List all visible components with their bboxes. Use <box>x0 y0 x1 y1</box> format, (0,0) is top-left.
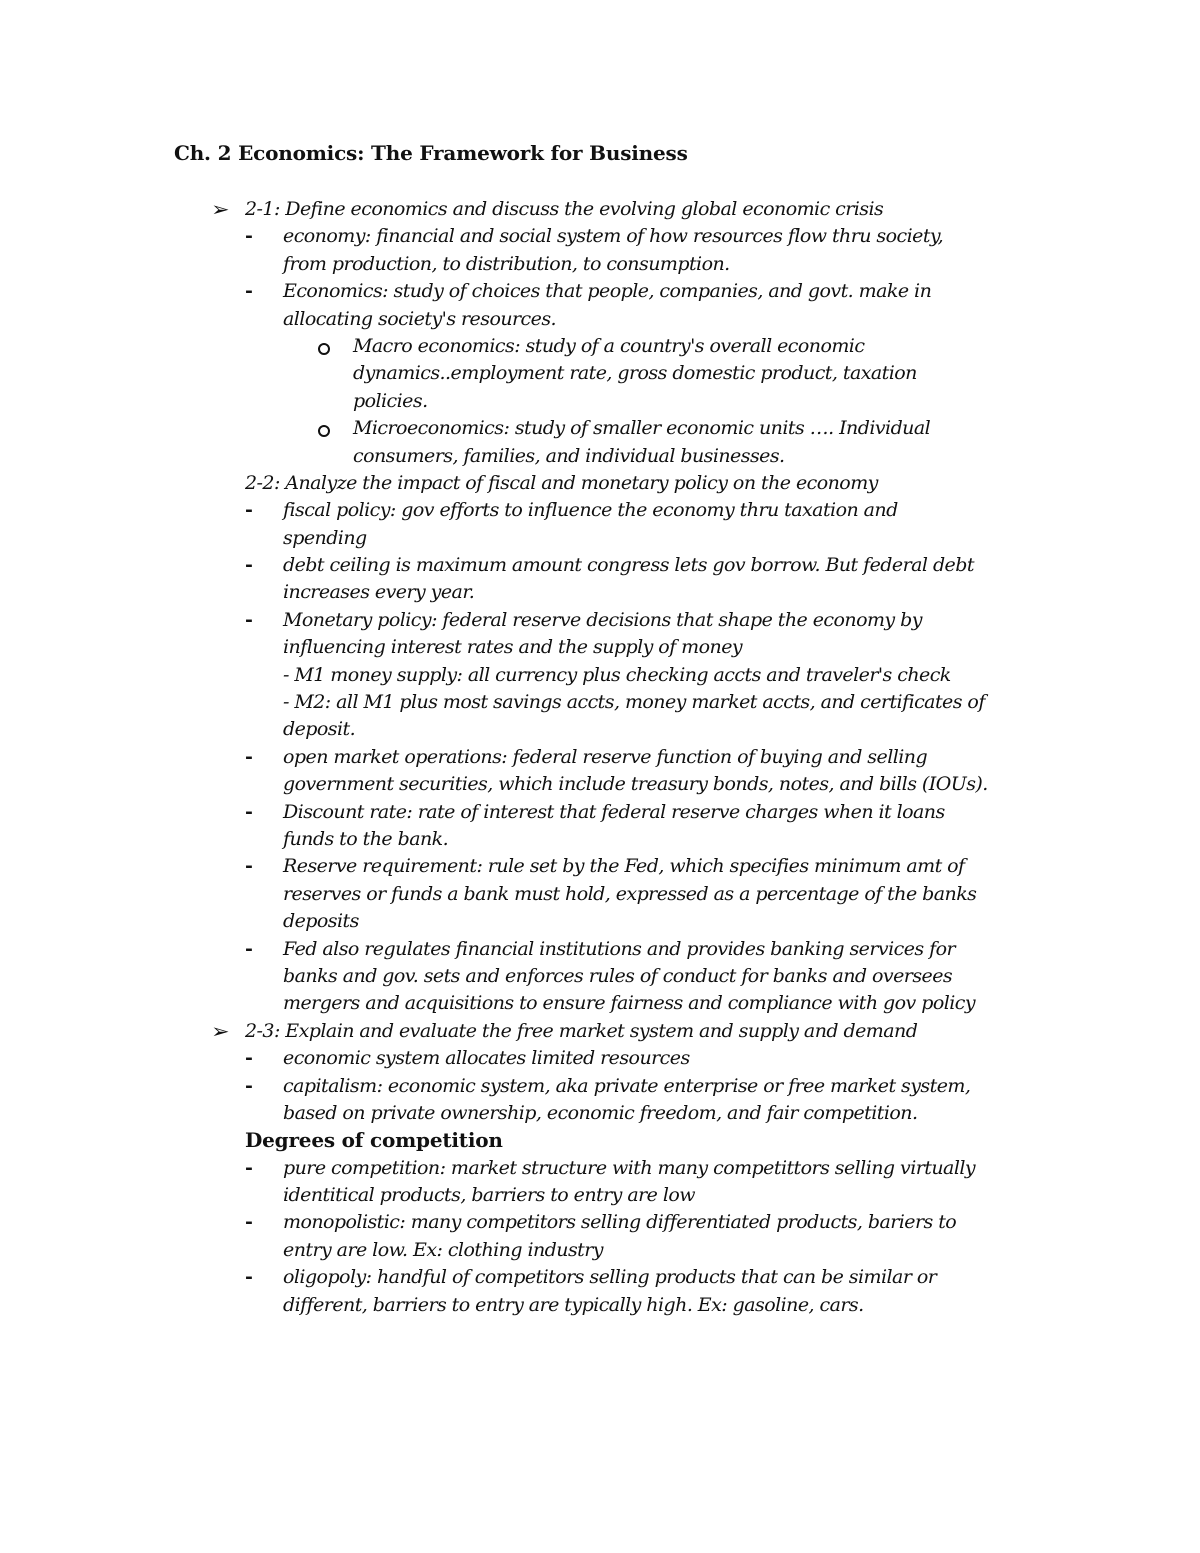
outline-text: economy: financial and social system of how resources flow thru society, <box>283 225 944 248</box>
dash-bullet-icon: - <box>245 937 253 960</box>
dash-bullet-icon: - <box>245 745 253 768</box>
outline-line <box>0 607 1200 634</box>
outline-text: Discount rate: rate of interest that federal reserve charges when it loans <box>283 800 945 823</box>
outline-line <box>0 744 1200 771</box>
outline-line <box>0 1155 1200 1182</box>
outline-text: mergers and acquisitions to ensure fairness and compliance with gov policy <box>283 992 976 1015</box>
outline-line <box>0 826 1200 853</box>
outline-line <box>0 881 1200 908</box>
outline-text: Reserve requirement: rule set by the Fed, which specifies minimum amt of <box>283 855 965 878</box>
outline-text: Microeconomics: study of smaller economic units …. Individual <box>353 417 931 440</box>
outline-line <box>0 1292 1200 1319</box>
outline-text: based on private ownership, economic freedom, and fair competition. <box>283 1101 918 1124</box>
notes-outline <box>0 196 1200 1319</box>
objective-line: 2-1: Define economics and discuss the evolving global economic crisis <box>245 198 884 220</box>
outline-text: oligopoly: handful of competitors selling products that can be similar or <box>283 1266 937 1289</box>
outline-line <box>0 333 1200 360</box>
outline-text: Monetary policy: federal reserve decisions that shape the economy by <box>283 608 922 631</box>
outline-line <box>0 799 1200 826</box>
outline-line <box>0 853 1200 880</box>
outline-line <box>0 360 1200 387</box>
dash-bullet-icon: - <box>245 280 253 303</box>
dash-bullet-icon: - <box>245 855 253 878</box>
outline-line <box>0 662 1200 689</box>
outline-line <box>0 1209 1200 1236</box>
outline-line <box>0 1237 1200 1264</box>
outline-line <box>0 1127 1200 1154</box>
outline-text: monopolistic: many competitors selling differentiated products, bariers to <box>283 1211 957 1234</box>
dash-bullet-icon: - <box>245 1156 253 1179</box>
objective-line: 2-3: Explain and evaluate the free market system and supply and demand <box>245 1019 918 1042</box>
outline-line <box>0 251 1200 278</box>
outline-line <box>0 579 1200 606</box>
outline-text: deposit. <box>283 718 356 741</box>
outline-line <box>0 1018 1200 1045</box>
dash-bullet-icon: - <box>245 499 253 522</box>
section-heading: Degrees of competition <box>245 1128 503 1153</box>
outline-text: banks and gov. sets and enforces rules of conduct for banks and oversees <box>283 964 953 987</box>
outline-text: entry are low. Ex: clothing industry <box>283 1238 603 1261</box>
dash-bullet-icon: - <box>245 225 253 248</box>
outline-text: open market operations: federal reserve function of buying and selling <box>283 745 928 768</box>
outline-line <box>0 1264 1200 1291</box>
outline-line <box>0 1182 1200 1209</box>
outline-text: identitical products, barriers to entry are low <box>283 1184 695 1207</box>
outline-line <box>0 1045 1200 1072</box>
dash-bullet-icon: - <box>245 1266 253 1289</box>
outline-line <box>0 223 1200 250</box>
outline-line <box>0 525 1200 552</box>
outline-text: funds to the bank. <box>283 827 449 850</box>
outline-line <box>0 497 1200 524</box>
outline-line <box>0 196 1200 223</box>
outline-line <box>0 415 1200 442</box>
dash-bullet-icon: - <box>245 554 253 577</box>
outline-line <box>0 470 1200 497</box>
outline-text: pure competition: market structure with many competittors selling virtually <box>283 1156 976 1179</box>
outline-text: - M2: all M1 plus most savings accts, money market accts, and certificates of <box>283 691 985 714</box>
circle-bullet-icon <box>318 343 330 355</box>
outline-text: influencing interest rates and the supply of money <box>283 636 743 659</box>
outline-line <box>0 990 1200 1017</box>
dash-bullet-icon: - <box>245 1211 253 1234</box>
outline-text: economic system allocates limited resources <box>283 1047 690 1070</box>
outline-line <box>0 716 1200 743</box>
outline-line <box>0 443 1200 470</box>
outline-line <box>0 908 1200 935</box>
outline-text: allocating society's resources. <box>283 307 557 330</box>
outline-text: fiscal policy: gov efforts to influence the economy thru taxation and <box>283 499 898 522</box>
outline-text: different, barriers to entry are typically high. Ex: gasoline, cars. <box>283 1293 864 1316</box>
circle-bullet-icon <box>318 425 330 437</box>
outline-text: from production, to distribution, to consumption. <box>283 252 730 275</box>
outline-text: - M1 money supply: all currency plus checking accts and traveler's check <box>283 663 951 686</box>
outline-line <box>0 771 1200 798</box>
outline-text: government securities, which include treasury bonds, notes, and bills (IOUs). <box>283 773 988 796</box>
dash-bullet-icon: - <box>245 1047 253 1070</box>
outline-line <box>0 1073 1200 1100</box>
outline-text: spending <box>283 526 367 549</box>
dash-bullet-icon: - <box>245 608 253 631</box>
outline-line <box>0 963 1200 990</box>
outline-line <box>0 388 1200 415</box>
outline-line <box>0 689 1200 716</box>
outline-text: policies. <box>353 389 428 412</box>
page-title: Ch. 2 Economics: The Framework for Business <box>174 141 688 165</box>
outline-text: Macro economics: study of a country's overall economic <box>353 334 865 357</box>
outline-line <box>0 936 1200 963</box>
outline-line <box>0 634 1200 661</box>
arrow-bullet-icon: ➢ <box>211 197 230 221</box>
outline-text: dynamics..employment rate, gross domestic product, taxation <box>353 362 917 385</box>
outline-text: Economics: study of choices that people, companies, and govt. make in <box>283 280 932 303</box>
dash-bullet-icon: - <box>245 800 253 823</box>
arrow-bullet-icon: ➢ <box>211 1018 230 1043</box>
outline-line <box>0 1100 1200 1127</box>
outline-line <box>0 278 1200 305</box>
dash-bullet-icon: - <box>245 1074 253 1097</box>
objective-line: 2-2: Analyze the impact of fiscal and monetary policy on the economy <box>245 471 878 494</box>
outline-text: Fed also regulates financial institutions and provides banking services for <box>283 937 956 960</box>
outline-text: debt ceiling is maximum amount congress lets gov borrow. But federal debt <box>283 554 974 577</box>
outline-text: reserves or funds a bank must hold, expressed as a percentage of the banks <box>283 882 977 905</box>
outline-text: capitalism: economic system, aka private enterprise or free market system, <box>283 1074 971 1097</box>
outline-text: consumers, families, and individual businesses. <box>353 444 785 467</box>
outline-line <box>0 552 1200 579</box>
outline-line <box>0 306 1200 333</box>
outline-text: deposits <box>283 910 359 933</box>
outline-text: increases every year. <box>283 581 475 604</box>
